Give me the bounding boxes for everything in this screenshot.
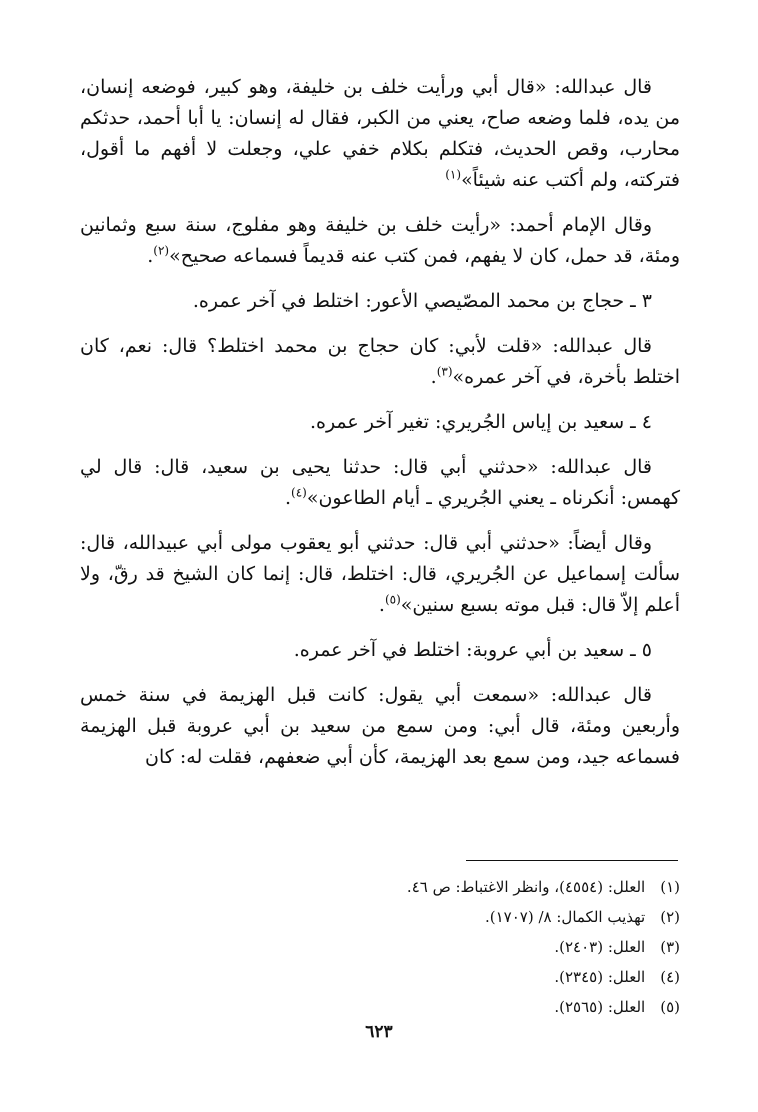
paragraph: قال عبدالله: «قلت لأبي: كان حجاج بن محمد اختلط؟ قال: نعم، كان اختلط بأخرة، في آخر عمره»$^{(٣)}$. bbox=[80, 335, 680, 388]
footnote: (٤) العلل: (٢٣٤٥). bbox=[80, 962, 680, 992]
footnote: (٥) العلل: (٢٥٦٥). bbox=[80, 992, 680, 1022]
footnote-reference: (٢) bbox=[153, 243, 170, 258]
footnote-reference: (٥) bbox=[384, 592, 401, 607]
footnote-reference: (٣) bbox=[436, 364, 453, 379]
paragraph: قال عبدالله: «قال أبي ورأيت خلف بن خليفة، وهو كبير، فوضعه إنسان، من يده، فلما وضعه صاح، يعني من الكبر، فقال له إنسان: يا أبا أحمد، حدثكم محارب، وقص الحديث، فتكلم بكلام خفي علي، وجعلت لا أفهم ما أقول، فتركته، ولم أكتب عنه شيئاً»$^{(١)}$ bbox=[80, 76, 680, 191]
page-number: ٦٢٣ bbox=[365, 1022, 393, 1042]
footnote-number: (٢) bbox=[660, 908, 680, 926]
footnote-number: (١) bbox=[660, 878, 680, 896]
footnote-number: (٣) bbox=[660, 938, 680, 956]
footnote: (٢) تهذيب الكمال: ٨/ (١٧٠٧). bbox=[80, 902, 680, 932]
footnote: (٣) العلل: (٢٤٠٣). bbox=[80, 932, 680, 962]
section-heading: ٤ ـ سعيد بن إياس الجُريري: تغير آخر عمره. bbox=[309, 411, 652, 433]
paragraph: قال عبدالله: «سمعت أبي يقول: كانت قبل الهزيمة في سنة خمس وأربعين ومئة، قال أبي: ومن سمع من سعيد بن أبي عروبة قبل الهزيمة فسماعه جيد، ومن سمع بعد الهزيمة، كأن أبي ضعفهم، فقلت له: كان bbox=[80, 684, 680, 768]
footnote-number: (٤) bbox=[660, 968, 680, 986]
paragraph: وقال الإمام أحمد: «رأيت خلف بن خليفة وهو مفلوج، سنة سبع وثمانين ومئة، قد حمل، كان لا يفهم، فمن كتب عنه قديماً فسماعه صحيح»$^{(٢)}$. bbox=[80, 214, 680, 267]
footnote-reference: (١) bbox=[445, 167, 462, 182]
paragraph: قال عبدالله: «حدثني أبي قال: حدثنا يحيى بن سعيد، قال: قال لي كهمس: أنكرناه ـ يعني الجُريري ـ أيام الطاعون»$^{(٤)}$. bbox=[80, 456, 680, 509]
section-heading: ٣ ـ حجاج بن محمد المصّيصي الأعور: اختلط في آخر عمره. bbox=[192, 290, 652, 312]
footnotes bbox=[80, 872, 680, 1022]
footnote-divider bbox=[466, 860, 678, 861]
section-heading: ٥ ـ سعيد بن أبي عروبة: اختلط في آخر عمره. bbox=[293, 639, 652, 661]
footnote-number: (٥) bbox=[660, 998, 680, 1016]
main-text bbox=[80, 72, 680, 787]
footnote: (١) العلل: (٤٥٥٤)، وانظر الاغتباط: ص ٤٦. bbox=[80, 872, 680, 902]
footnote-reference: (٤) bbox=[291, 485, 307, 500]
paragraph: وقال أيضاً: «حدثني أبي قال: حدثني أبو يعقوب مولى أبي عبيدالله، قال: سألت إسماعيل عن الجُريري، قال: اختلط، قال: إنما كان الشيخ قد رقّ، ولا أعلم إلاّ قال: قبل موته بسبع سنين»$^{(٥)}$. bbox=[80, 532, 680, 616]
